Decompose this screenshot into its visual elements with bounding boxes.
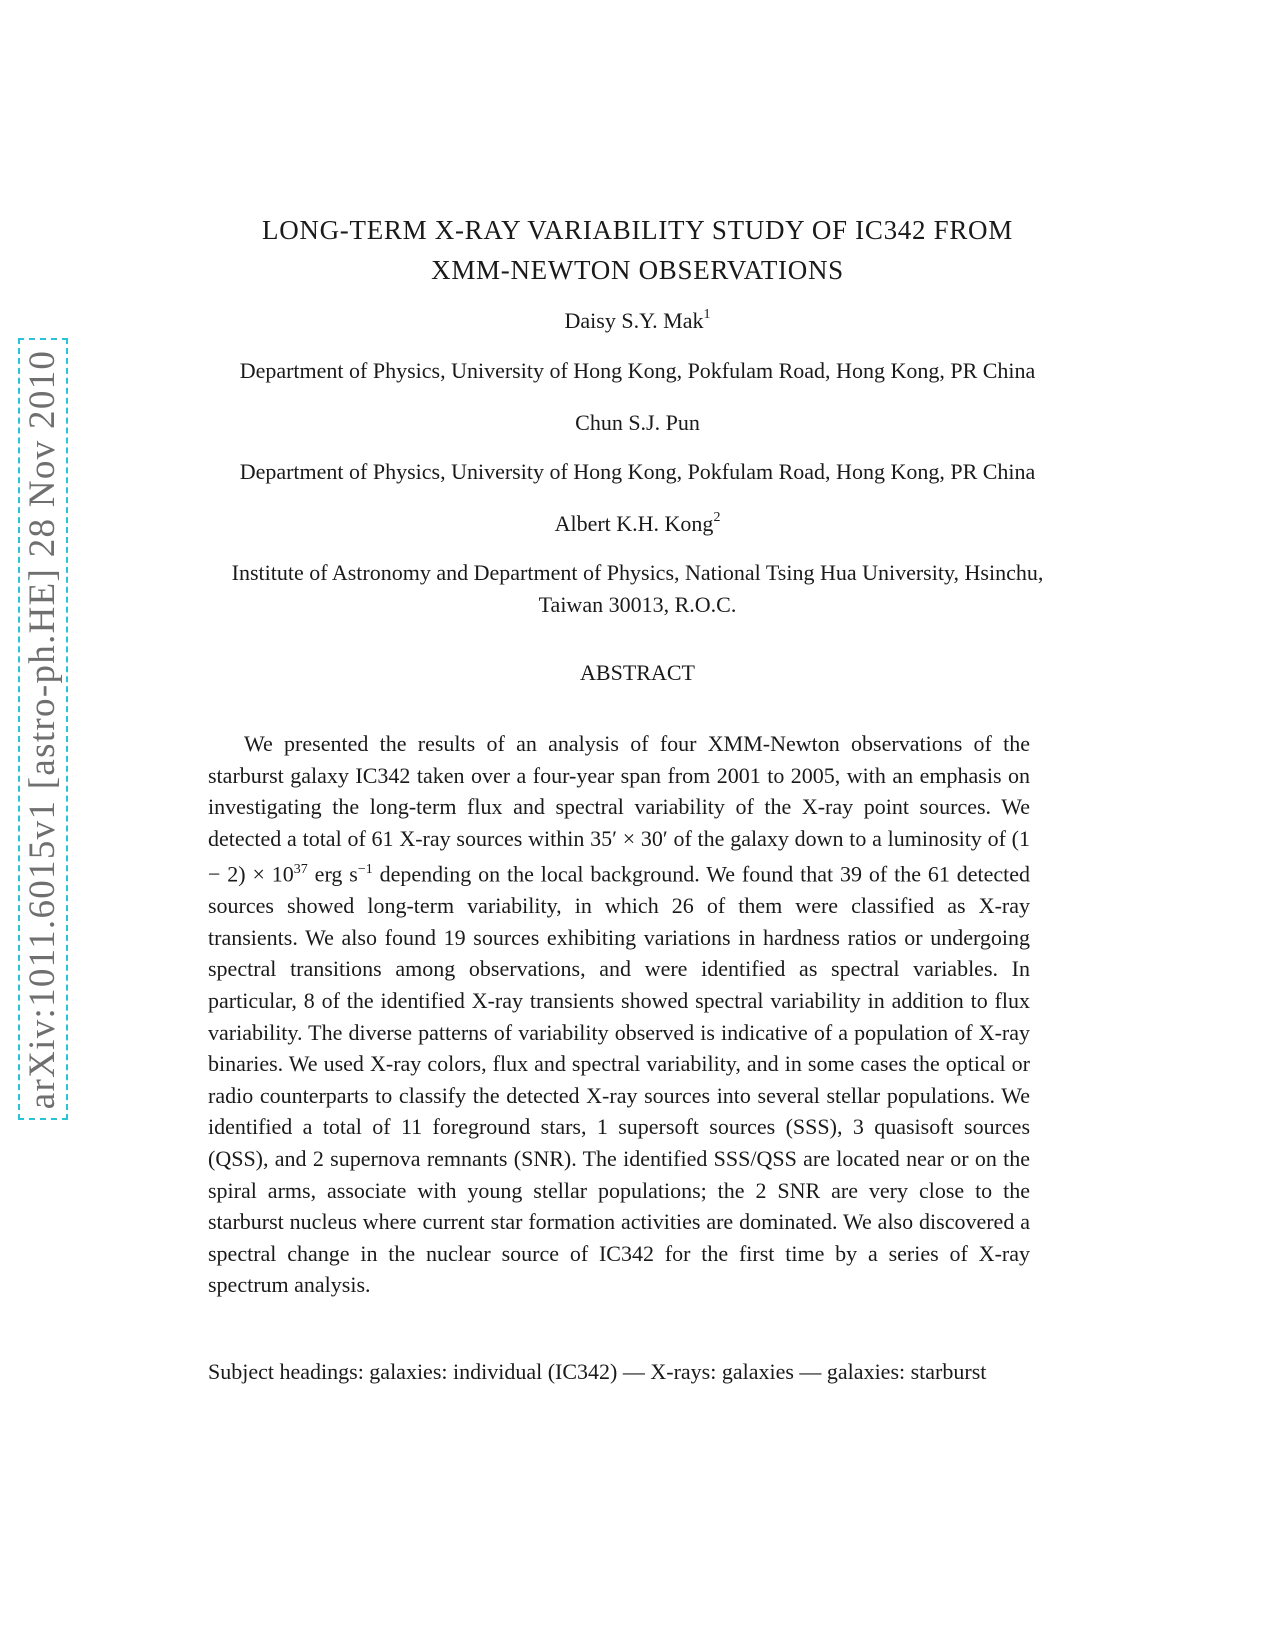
title-line-2: XMM-NEWTON OBSERVATIONS: [431, 255, 844, 285]
author-affiliation-3-cont: Taiwan 30013, R.O.C.: [538, 592, 737, 617]
author-name-1: Daisy S.Y. Mak$^1$: [564, 306, 711, 333]
title-line-1: LONG-TERM X-RAY VARIABILITY STUDY OF IC342 FROM: [262, 215, 1013, 245]
author-affiliation-3: Institute of Astronomy and Department of Physics, National Tsing Hua University, Hsinchu,: [231, 560, 1044, 585]
footnote-marker-2: 2: [713, 509, 721, 525]
author-name-3: Albert K.H. Kong$^2$: [554, 509, 721, 536]
paper-title: [150, 210, 1125, 290]
abstract-body: We presented the results of an analysis of four XMM-Newton observations of the starburst galaxy IC342 taken over a four-year span from 2001 to 2005, with an emphasis on investigating the long-term flux and spectral variability of the X-ray point sources. We detected a total of 61 X-ray sources within 35′ × 30′ of the galaxy down to a luminosity of $(1 - 2) \times 10^{37}$ erg $s^{-1}$ depending on the local background. We found that 39 of the 61 detected sources showed long-term variability, in which 26 of them were classified as X-ray transients. We also found 19 sources exhibiting variations in hardness ratios or undergoing spectral transitions among observations, and were identified as spectral variables. In particular, 8 of the identified X-ray transients showed spectral variability in addition to flux variability. The diverse patterns of variability observed is indicative of a population of X-ray binaries. We used X-ray colors, flux and spectral variability, and in some cases the optical or radio counterparts to classify the detected X-ray sources into several stellar populations. We identified a total of 11 foreground stars, 1 supersoft sources (SSS), 3 quasisoft sources (QSS), and 2 supernova remnants (SNR). The identified SSS/QSS are located near or on the spiral arms, associate with young stellar populations; the 2 SNR are very close to the starburst nucleus where current star formation activities are dominated. We also discovered a spectral change in the nuclear source of IC342 for the first time by a series of X-ray spectrum analysis.: [208, 731, 1030, 1298]
author-name-2: Chun S.J. Pun: [575, 410, 700, 435]
arxiv-identifier: arXiv:1011.6015v1 [astro-ph.HE] 28 Nov 2010: [22, 349, 64, 1109]
author-affiliation-2: Department of Physics, University of Hong Kong, Pokfulam Road, Hong Kong, PR China: [239, 459, 1036, 484]
arxiv-stamp: [18, 338, 68, 1120]
subject-headings: Subject headings: galaxies: individual (IC342) — X-rays: galaxies — galaxies: starburst: [208, 1359, 987, 1384]
abstract-heading: ABSTRACT: [580, 660, 695, 685]
author-affiliation-1: Department of Physics, University of Hong Kong, Pokfulam Road, Hong Kong, PR China: [239, 358, 1036, 383]
footnote-marker-1: 1: [703, 306, 711, 322]
